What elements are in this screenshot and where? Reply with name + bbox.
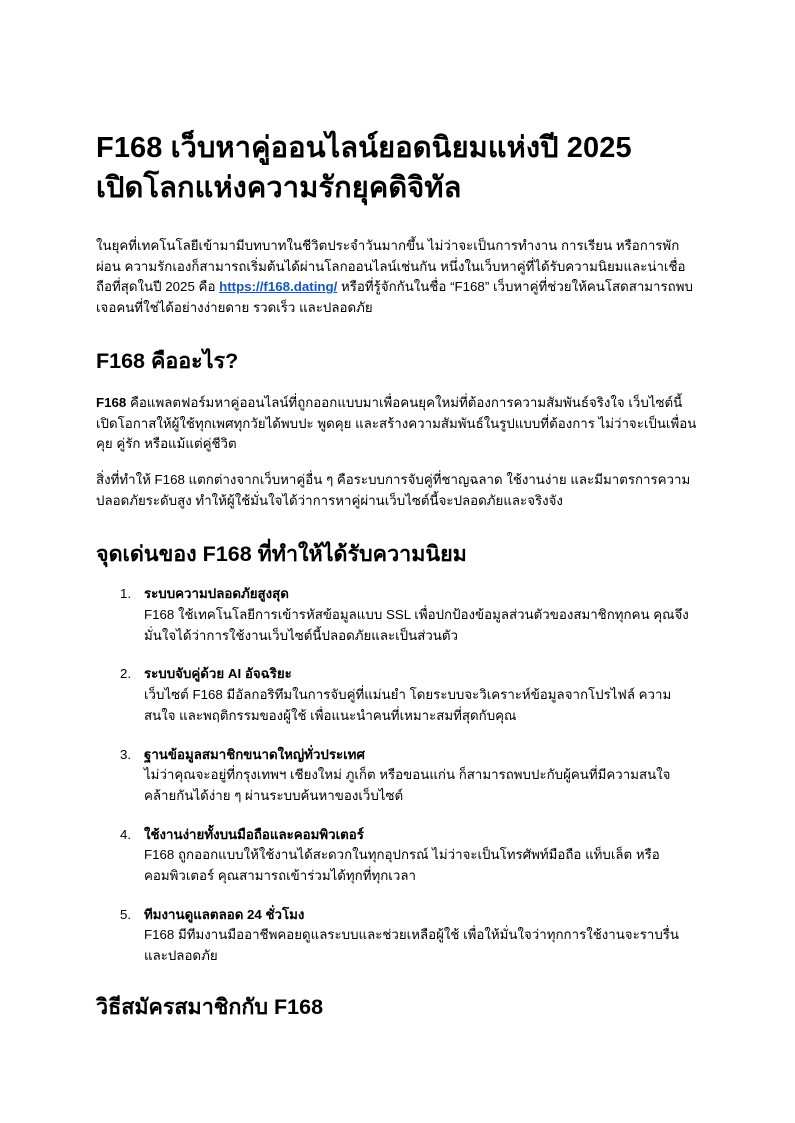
highlight-item-title: ระบบจับคู่ด้วย AI อัจฉริยะ <box>144 666 292 682</box>
page-title-line-1: F168 เว็บหาคู่ออนไลน์ยอดนิยมแห่งปี 2025 <box>96 132 632 164</box>
highlight-item-title: ฐานข้อมูลสมาชิกขนาดใหญ่ทั่วประเทศ <box>144 746 365 762</box>
document-page <box>96 128 701 1021</box>
what-is-paragraph-2: สิ่งที่ทำให้ F168 แตกต่างจากเว็บหาคู่อื่น ๆ คือระบบการจับคู่ที่ชาญฉลาด ใช้งานง่าย และมีมาตรการความปลอดภัยระดับสูง ทำให้ผู้ใช้มั่นใจได้ว่าการหาคู่ผ่านเว็บไซต์นี้จะปลอดภัยและจริงจัง <box>96 471 691 508</box>
highlight-item-title: ใช้งานง่ายทั้งบนมือถือและคอมพิวเตอร์ <box>144 826 364 842</box>
list-item-number: 2. <box>120 666 132 682</box>
what-is-paragraph-1 <box>96 393 701 455</box>
f168-bold-term: F168 <box>96 394 127 410</box>
list-item-number: 1. <box>120 586 132 602</box>
list-item-number: 4. <box>120 826 132 842</box>
page-title <box>96 128 701 208</box>
section-heading-what-is-f168: F168 คืออะไร? <box>96 348 239 373</box>
highlight-item-member-database <box>96 745 701 807</box>
intro-text-before-link: ในยุคที่เทคโนโลยีเข้ามามีบทบาทในชีวิตประจำวันมากขึ้น ไม่ว่าจะเป็นการทำงาน การเรียน หรือการพักผ่อน ความรักเองก็สามารถเริ่มต้นได้ผ่านโลกออนไลน์เช่นกัน หนึ่งในเว็บหาคู่ที่ได้รับความนิยมและน่าเชื่อถือที่สุดในปี 2025 คือ <box>96 238 686 295</box>
highlight-item-ai-matching <box>96 664 701 726</box>
f168-site-link[interactable]: https://f168.dating/ <box>219 279 338 295</box>
highlight-item-support-team <box>96 905 701 967</box>
highlight-item-easy-to-use <box>96 825 701 887</box>
highlight-item-title: ทีมงานดูแลตลอด 24 ชั่วโมง <box>144 906 305 922</box>
highlight-item-body: F168 มีทีมงานมืออาชีพคอยดูแลระบบและช่วยเหลือผู้ใช้ เพื่อให้มั่นใจว่าทุกการใช้งานจะราบรื่นและปลอดภัย <box>144 927 679 964</box>
section-heading-highlights: จุดเด่นของ F168 ที่ทำให้ได้รับความนิยม <box>96 542 467 567</box>
highlights-list <box>96 584 701 967</box>
what-is-paragraph-1-text: คือแพลตฟอร์มหาคู่ออนไลน์ที่ถูกออกแบบมาเพื่อคนยุคใหม่ที่ต้องการความสัมพันธ์จริงใจ เว็บไซต์นี้เปิดโอกาสให้ผู้ใช้ทุกเพศทุกวัยได้พบปะ พูดคุย และสร้างความสัมพันธ์ในรูปแบบที่ต้องการ ไม่ว่าจะเป็นเพื่อนคุย คู่รัก หรือแม้แต่คู่ชีวิต <box>96 394 697 452</box>
list-item-number: 5. <box>120 906 132 922</box>
highlight-item-title: ระบบความปลอดภัยสูงสุด <box>144 586 289 602</box>
intro-paragraph <box>96 236 701 319</box>
intro-text-after-link: หรือที่รู้จักกันในชื่อ “F168” เว็บหาคู่ที่ช่วยให้คนโสดสามารถพบเจอคนที่ใช่ได้อย่างง่ายดาย รวดเร็ว และปลอดภัย <box>96 279 693 316</box>
section-heading-register: วิธีสมัครสมาชิกกับ F168 <box>96 994 324 1019</box>
list-item-number: 3. <box>120 746 132 762</box>
highlight-item-security <box>96 584 701 646</box>
highlight-item-body: เว็บไซต์ F168 มีอัลกอริทึมในการจับคู่ที่แม่นยำ โดยระบบจะวิเคราะห์ข้อมูลจากโปรไฟล์ ความสนใจ และพฤติกรรมของผู้ใช้ เพื่อแนะนำคนที่เหมาะสมที่สุดกับคุณ <box>144 687 672 723</box>
highlight-item-body: F168 ใช้เทคโนโลยีการเข้ารหัสข้อมูลแบบ SSL เพื่อปกป้องข้อมูลส่วนตัวของสมาชิกทุกคน คุณจึงมั่นใจได้ว่าการใช้งานเว็บไซต์นี้ปลอดภัยและเป็นส่วนตัว <box>144 607 689 643</box>
highlight-item-body: F168 ถูกออกแบบให้ใช้งานได้สะดวกในทุกอุปกรณ์ ไม่ว่าจะเป็นโทรศัพท์มือถือ แท็บเล็ต หรือคอมพิวเตอร์ คุณสามารถเข้าร่วมได้ทุกที่ทุกเวลา <box>144 847 660 884</box>
highlight-item-body: ไม่ว่าคุณจะอยู่ที่กรุงเทพฯ เชียงใหม่ ภูเก็ต หรือขอนแก่น ก็สามารถพบปะกับผู้คนที่มีความสนใจคล้ายกันได้ง่าย ๆ ผ่านระบบค้นหาของเว็บไซต์ <box>144 767 671 803</box>
page-title-line-2: เปิดโลกแห่งความรักยุคดิจิทัล <box>96 172 462 204</box>
